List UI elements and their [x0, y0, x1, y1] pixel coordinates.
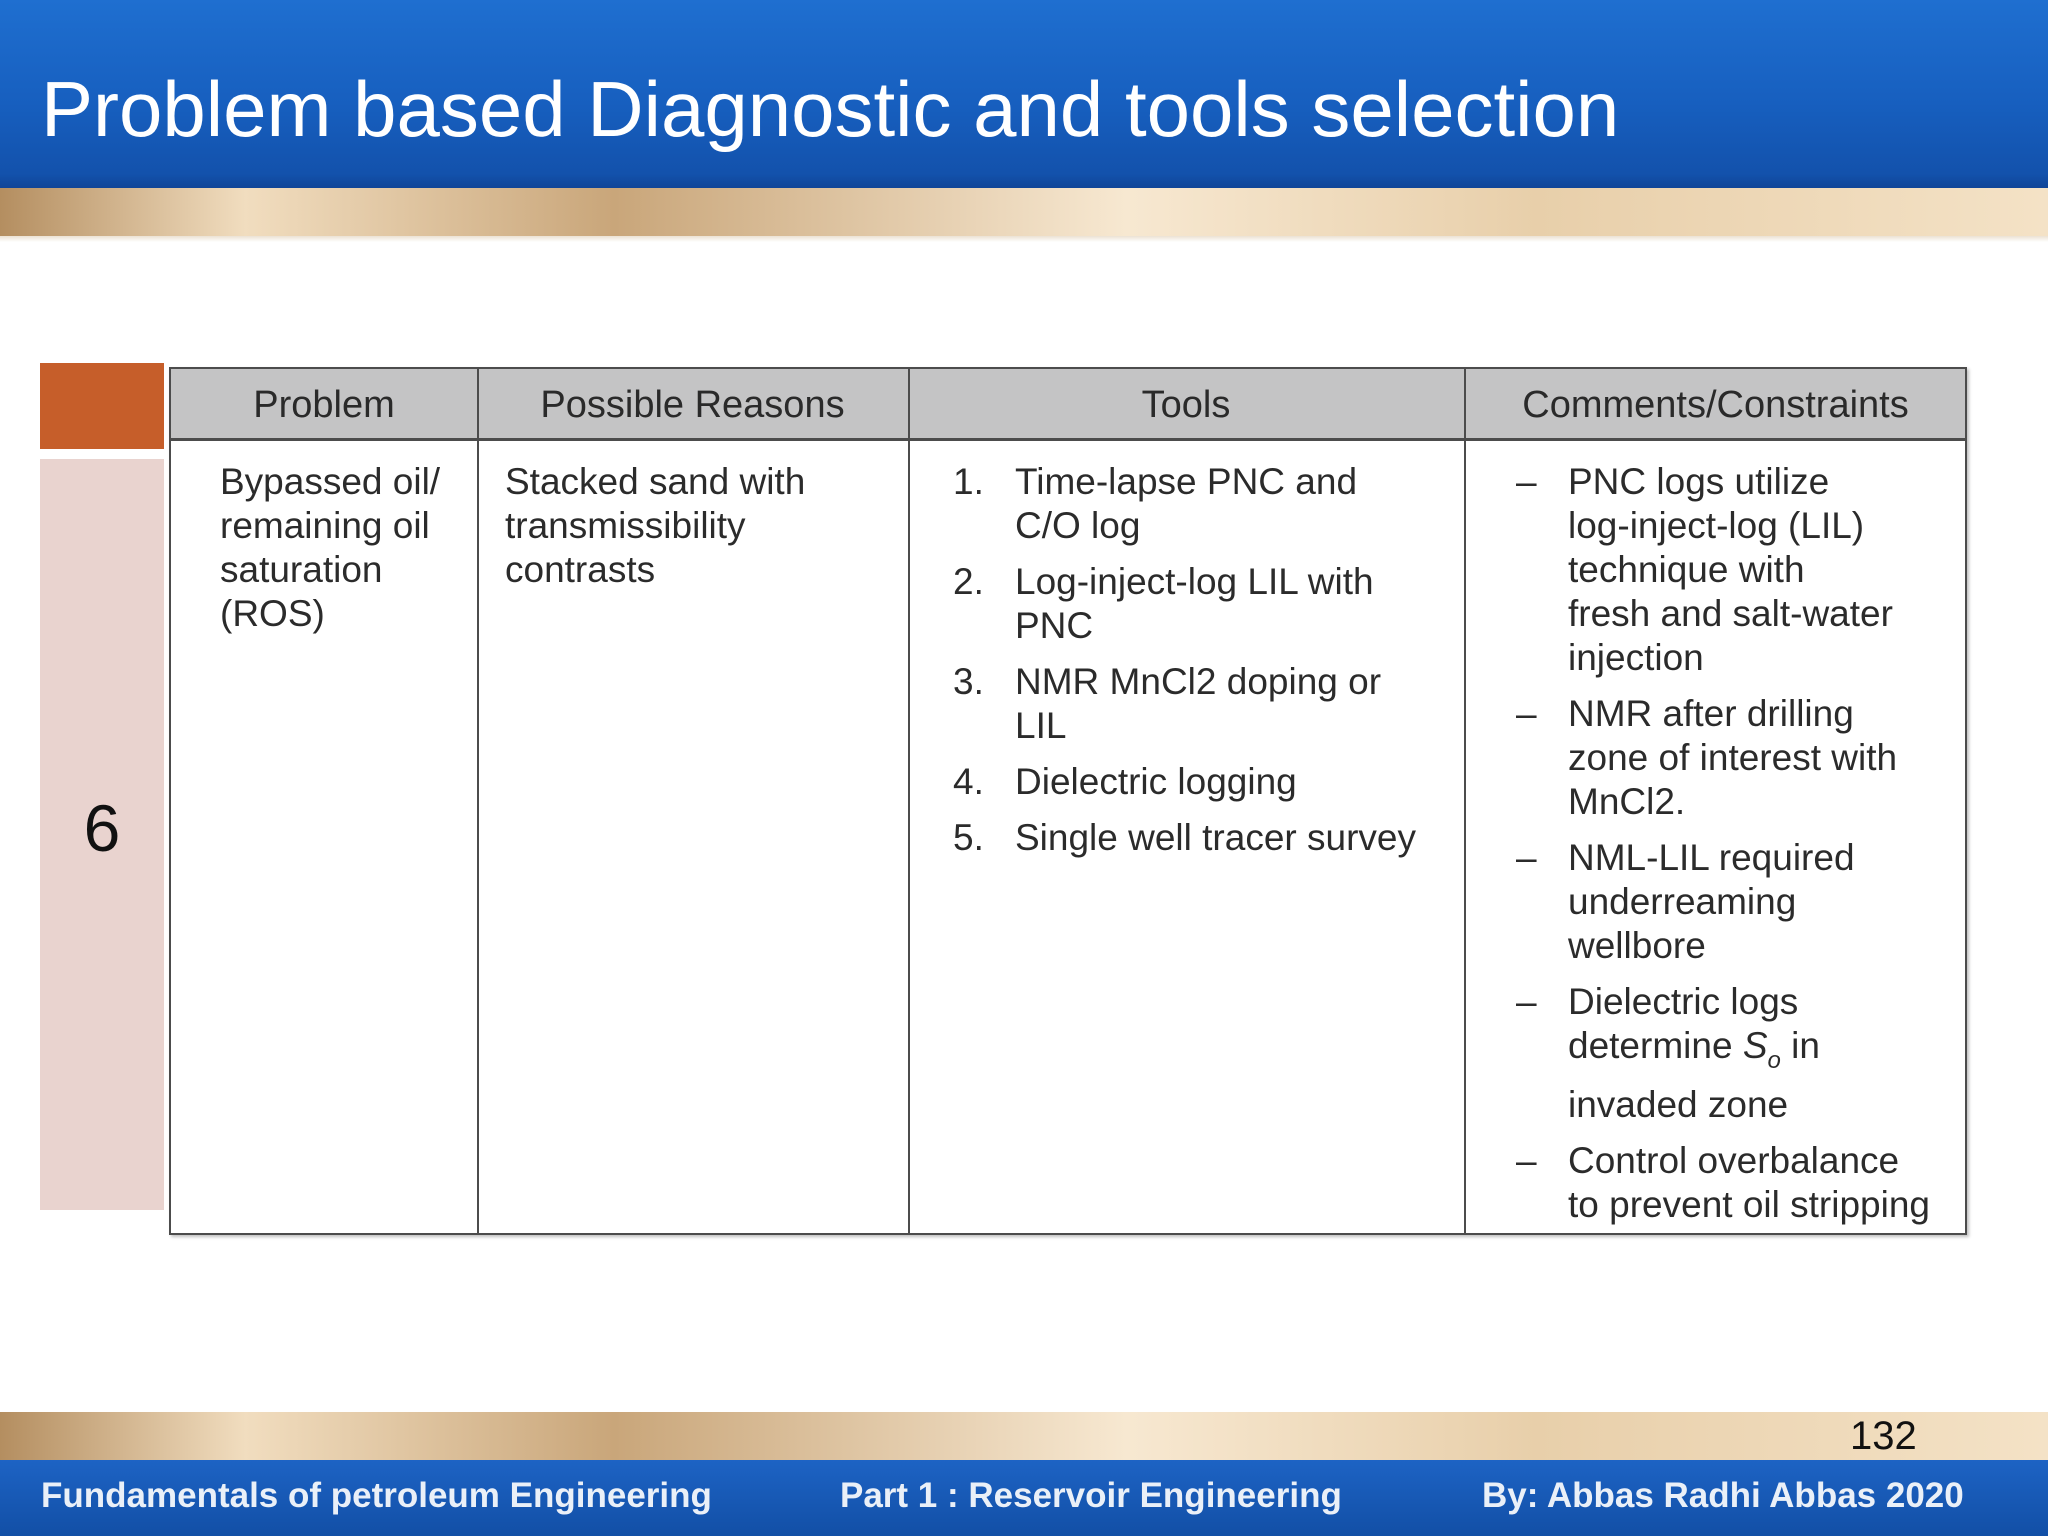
- header-comments-constraints: Comments/Constraints: [1522, 384, 1909, 426]
- footer-course-title: Fundamentals of petroleum Engineering: [41, 1476, 712, 1515]
- tool-line: Dielectric logging: [1015, 761, 1297, 802]
- tool-line: LIL: [1015, 705, 1067, 746]
- list-item: [1516, 980, 1964, 1127]
- list-item: [953, 760, 1453, 804]
- saturation-symbol: S: [1742, 1025, 1768, 1066]
- comment-line: injection: [1568, 637, 1704, 678]
- footer-gold-band: [0, 1412, 2048, 1460]
- tool-line: NMR MnCl2 doping or: [1015, 661, 1382, 702]
- reasons-cell: [505, 460, 895, 592]
- comment-line: to prevent oil stripping: [1568, 1184, 1930, 1225]
- tool-line: Time-lapse PNC and: [1015, 461, 1358, 502]
- list-item: [1516, 692, 1964, 824]
- comment-line: Control overbalance: [1568, 1140, 1900, 1181]
- column-divider: [908, 369, 910, 1233]
- tool-line: Single well tracer survey: [1015, 817, 1416, 858]
- comment-line: wellbore: [1568, 925, 1706, 966]
- tool-line: Log-inject-log LIL with: [1015, 561, 1374, 602]
- dash-bullet: –: [1516, 1140, 1537, 1181]
- list-number: 4.: [953, 761, 984, 802]
- comments-cell: [1516, 460, 1964, 1239]
- problem-line: (ROS): [220, 593, 325, 634]
- table-header-row: [171, 369, 1965, 441]
- header-possible-reasons: Possible Reasons: [540, 384, 845, 426]
- dash-bullet: –: [1516, 693, 1537, 734]
- header-tools: Tools: [1141, 384, 1231, 426]
- comment-text: in: [1780, 1025, 1820, 1066]
- comments-list: [1516, 460, 1964, 1227]
- page-number: 132: [1850, 1414, 1917, 1458]
- list-item: [953, 560, 1453, 648]
- comment-line: [1568, 1024, 1964, 1083]
- reason-line: transmissibility: [505, 505, 746, 546]
- list-item: [1516, 836, 1964, 968]
- comment-line: NML-LIL required: [1568, 837, 1855, 878]
- column-divider: [1464, 369, 1466, 1233]
- footer-part: Part 1 : Reservoir Engineering: [840, 1476, 1342, 1515]
- list-item: [953, 816, 1453, 860]
- tools-list: [953, 460, 1453, 860]
- list-item: [953, 460, 1453, 548]
- reason-line: contrasts: [505, 549, 656, 590]
- header-problem: Problem: [253, 384, 395, 426]
- reason-line: Stacked sand with: [505, 461, 806, 502]
- comment-line: Dielectric logs: [1568, 981, 1799, 1022]
- comment-line: PNC logs utilize: [1568, 461, 1830, 502]
- comment-line: NMR after drilling: [1568, 693, 1854, 734]
- comment-line: technique with: [1568, 549, 1805, 590]
- problem-cell: [220, 460, 470, 636]
- tool-line: C/O log: [1015, 505, 1141, 546]
- dash-bullet: –: [1516, 981, 1537, 1022]
- problem-line: Bypassed oil/: [220, 461, 441, 502]
- section-marker-top: [40, 363, 164, 449]
- slide-title: Problem based Diagnostic and tools selection: [41, 65, 1620, 153]
- dash-bullet: –: [1516, 461, 1537, 502]
- list-number: 2.: [953, 561, 984, 602]
- list-item: [953, 660, 1453, 748]
- comment-line: MnCl2.: [1568, 781, 1686, 822]
- problem-line: saturation: [220, 549, 383, 590]
- dash-bullet: –: [1516, 837, 1537, 878]
- list-number: 3.: [953, 661, 984, 702]
- problem-line: remaining oil: [220, 505, 430, 546]
- comment-line: fresh and salt-water: [1568, 593, 1893, 634]
- list-number: 5.: [953, 817, 984, 858]
- saturation-subscript: o: [1767, 1047, 1781, 1074]
- comment-line: underreaming: [1568, 881, 1797, 922]
- footer-author: By: Abbas Radhi Abbas 2020: [1482, 1476, 1964, 1515]
- header-gold-band: [0, 188, 2048, 236]
- section-number: 6: [83, 791, 121, 865]
- comment-line: invaded zone: [1568, 1084, 1789, 1125]
- comment-text: determine: [1568, 1025, 1743, 1066]
- list-item: [1516, 460, 1964, 680]
- comment-line: log-inject-log (LIL): [1568, 505, 1865, 546]
- tool-line: PNC: [1015, 605, 1094, 646]
- list-number: 1.: [953, 461, 984, 502]
- diagnostic-table: [169, 367, 1967, 1235]
- column-divider: [477, 369, 479, 1233]
- comment-line: zone of interest with: [1568, 737, 1898, 778]
- list-item: [1516, 1139, 1964, 1227]
- tools-cell: [953, 460, 1453, 872]
